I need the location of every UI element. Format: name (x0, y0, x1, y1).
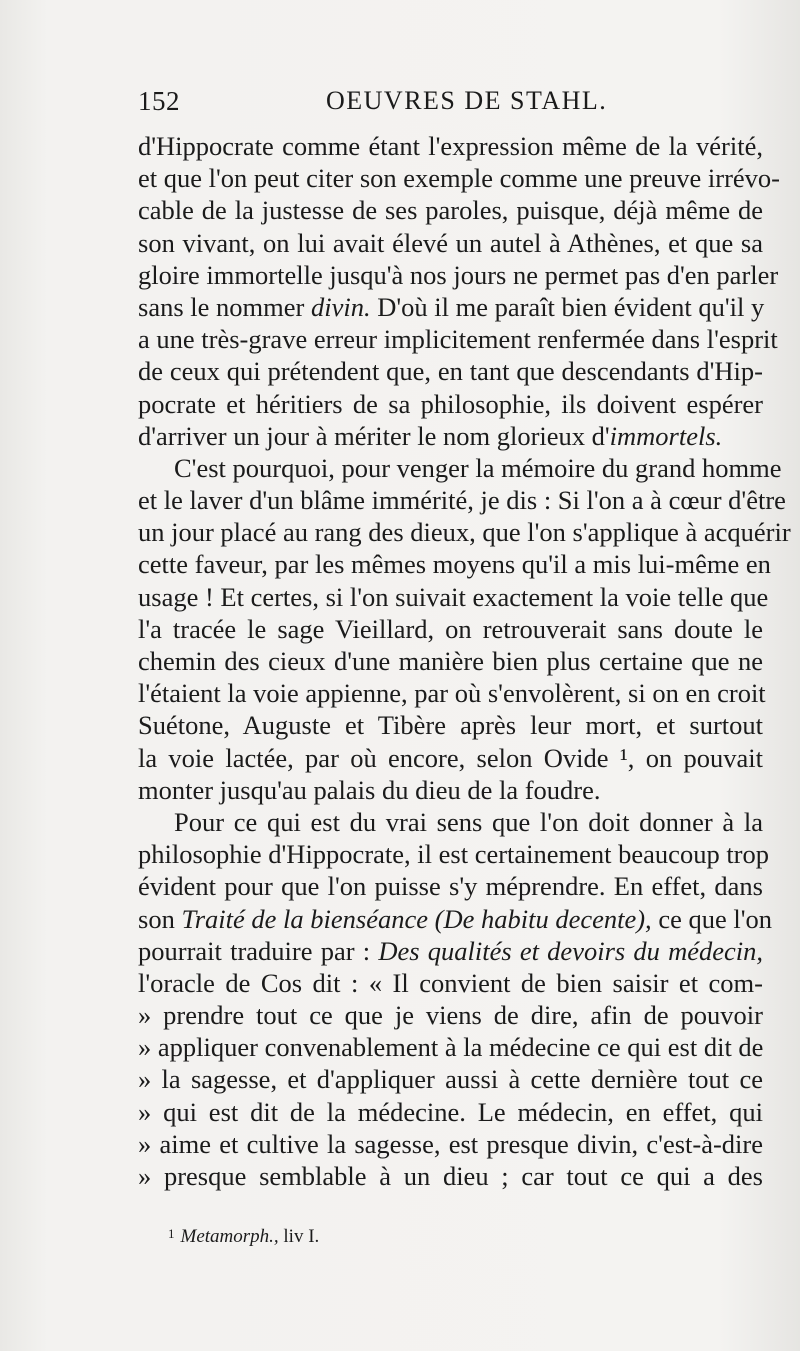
footnote-text: liv I. (278, 1226, 320, 1247)
line-text: son (138, 903, 182, 934)
text-line (138, 677, 766, 709)
text-line (138, 388, 763, 420)
text-line (138, 613, 763, 645)
text-line (138, 870, 763, 902)
text-line (138, 484, 786, 516)
text-line (138, 774, 763, 806)
text-line (138, 452, 782, 484)
text-line (138, 291, 763, 323)
line-text: » la sagesse, et d'appliquer aussi à cette dernière tout ce (138, 1064, 763, 1095)
line-text: ce que l'on (651, 903, 772, 934)
line-text: pocrate et héritiers de sa philosophie, ils doivent espérer (138, 388, 763, 419)
italic-text: Traité de la bienséance (De habitu decente), (181, 903, 652, 934)
line-text: » appliquer convenablement à la médecine ce qui est dit de (138, 1032, 764, 1063)
text-line (138, 967, 763, 999)
text-line (138, 323, 778, 355)
line-text: évident pour que l'on puisse s'y méprendre. En effet, dans (138, 871, 763, 902)
text-line (138, 420, 763, 452)
line-text: la voie lactée, par où encore, selon Ovide ¹, on pouvait (138, 742, 763, 773)
footnote-title: Metamorph., (180, 1226, 279, 1247)
line-text: cette faveur, par les mêmes moyens qu'il a mis lui-même en (138, 549, 771, 580)
text-line (138, 548, 771, 580)
text-line (138, 999, 763, 1031)
text-line (138, 709, 763, 741)
line-text: l'a tracée le sage Vieillard, on retrouverait sans doute le (138, 613, 763, 644)
line-text: et que l'on peut citer son exemple comme une preuve irrévo- (138, 163, 781, 194)
page-header (138, 86, 763, 120)
text-line (138, 1128, 763, 1160)
line-text: son vivant, on lui avait élevé un autel à Athènes, et que sa (138, 227, 763, 258)
line-text: C'est pourquoi, pour venger la mémoire du grand homme (174, 452, 782, 483)
line-text: » prendre tout ce que je viens de dire, afin de pouvoir (138, 1000, 763, 1031)
text-line (138, 1096, 763, 1128)
line-text: monter jusqu'au palais du dieu de la foudre. (138, 774, 601, 805)
text-line (138, 130, 763, 162)
line-text: l'étaient la voie appienne, par où s'envolèrent, si on en croit (138, 678, 766, 709)
italic-text: Des qualités et devoirs du médecin, (378, 935, 764, 966)
text-line (138, 1031, 763, 1063)
text-line (138, 742, 763, 774)
line-text: » qui est dit de la médecine. Le médecin, en effet, qui (138, 1096, 763, 1127)
italic-text: divin. (310, 291, 371, 322)
line-text: a une très-grave erreur implicitement renfermée dans l'esprit (138, 324, 778, 355)
text-line (138, 227, 763, 259)
line-text: d'arriver un jour à mériter le nom glorieux d' (138, 420, 610, 451)
text-line (138, 162, 781, 194)
footnote-mark: 1 (168, 1226, 175, 1241)
line-text: usage ! Et certes, si l'on suivait exactement la voie telle que (138, 581, 769, 612)
text-line (138, 1063, 763, 1095)
line-text: gloire immortelle jusqu'à nos jours ne permet pas d'en parler (138, 259, 779, 290)
page-number: 152 (138, 86, 180, 116)
line-text: » aime et cultive la sagesse, est presque divin, c'est-à-dire (138, 1128, 763, 1159)
body-text (138, 130, 791, 1192)
line-text: philosophie d'Hippocrate, il est certainement beaucoup trop (138, 839, 770, 870)
running-title: OEUVRES DE STAHL. (326, 86, 608, 115)
text-line (138, 806, 763, 838)
line-text: cable de la justesse de ses paroles, puisque, déjà même de (138, 195, 763, 226)
line-text: » presque semblable à un dieu ; car tout ce qui a des (138, 1161, 763, 1191)
text-line (138, 1160, 763, 1192)
line-text: Suétone, Auguste et Tibère après leur mort, et surtout (138, 710, 763, 741)
text-line (138, 645, 763, 677)
text-line (138, 259, 779, 291)
text-line (138, 903, 772, 935)
text-line (138, 935, 763, 967)
line-text: pourrait traduire par : (138, 935, 379, 966)
text-line (138, 838, 770, 870)
line-text: D'où il me paraît bien évident qu'il y (370, 291, 765, 322)
italic-text: immortels. (609, 420, 723, 451)
line-text: l'oracle de Cos dit : « Il convient de bien saisir et com- (138, 967, 763, 998)
text-line (138, 516, 791, 548)
line-text: sans le nommer (138, 291, 311, 322)
text-line (138, 581, 769, 613)
line-text: et le laver d'un blâme immérité, je dis : Si l'on a à cœur d'être (138, 485, 786, 516)
line-text: de ceux qui prétendent que, en tant que descendants d'Hip- (138, 356, 763, 387)
text-line (138, 194, 763, 226)
line-text: chemin des cieux d'une manière bien plus certaine que ne (138, 646, 763, 676)
line-text: d'Hippocrate comme étant l'expression même de la vérité, (138, 131, 763, 161)
footnote (168, 1226, 319, 1248)
line-text: un jour placé au rang des dieux, que l'on s'applique à acquérir (138, 517, 791, 548)
line-text: Pour ce qui est du vrai sens que l'on doit donner à la (174, 806, 763, 837)
text-line (138, 355, 763, 387)
